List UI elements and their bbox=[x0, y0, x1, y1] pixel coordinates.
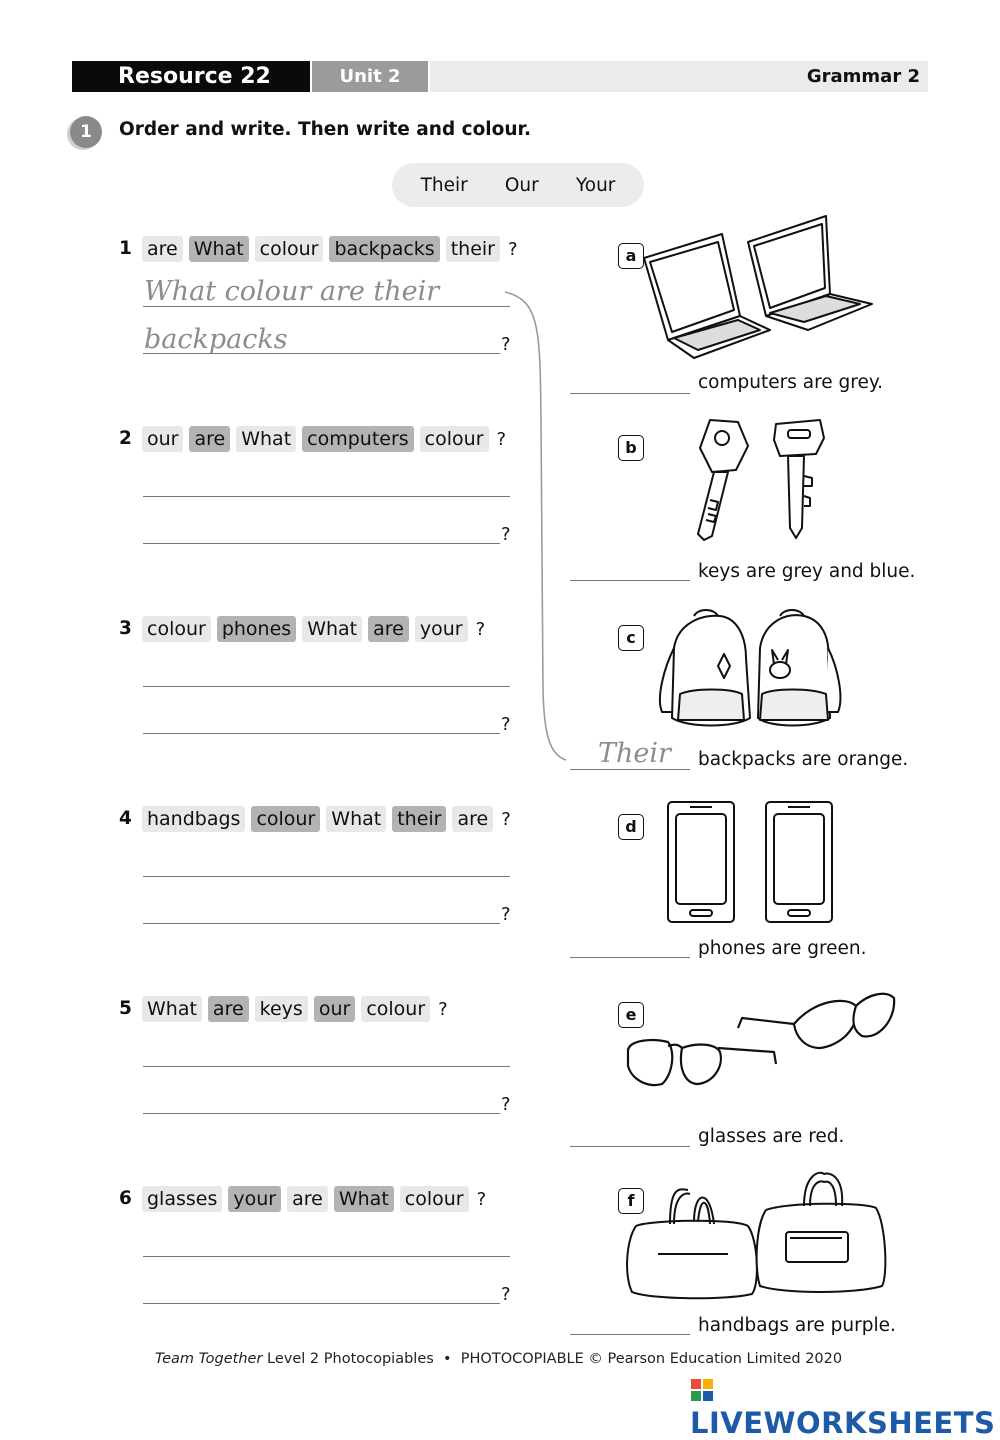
word-chip: What bbox=[142, 996, 202, 1022]
word-chip: colour bbox=[361, 996, 430, 1022]
picture-sentence: keys are grey and blue. bbox=[698, 561, 916, 582]
question-mark: ? bbox=[501, 1094, 511, 1115]
question-mark: ? bbox=[501, 524, 511, 545]
exercise-instruction: Order and write. Then write and colour. bbox=[119, 119, 532, 140]
answer-line[interactable] bbox=[570, 393, 690, 394]
word-chip: handbags bbox=[142, 806, 245, 832]
word-chip: computers bbox=[302, 426, 414, 452]
picture-sentence: handbags are purple. bbox=[698, 1315, 896, 1336]
word-chip: are bbox=[189, 426, 230, 452]
picture-letter-c: c bbox=[618, 625, 644, 651]
answer-line[interactable] bbox=[143, 1303, 500, 1304]
example-answer-line-2: backpacks bbox=[144, 324, 288, 355]
word-bank-our: Our bbox=[504, 174, 539, 196]
question-number: 6 bbox=[119, 1188, 132, 1209]
word-chip: colour bbox=[255, 236, 324, 262]
word-chip: What bbox=[236, 426, 296, 452]
picture-sentence: backpacks are orange. bbox=[698, 749, 909, 770]
laptops-icon bbox=[640, 212, 880, 362]
word-chips bbox=[142, 1186, 486, 1212]
footer-credit bbox=[155, 1351, 842, 1367]
word-chip: What bbox=[326, 806, 386, 832]
brand-name: LIVEWORKSHEETS bbox=[690, 1406, 996, 1440]
example-answer-c: Their bbox=[598, 738, 671, 769]
word-chip: are bbox=[368, 616, 409, 642]
answer-line[interactable] bbox=[143, 543, 500, 544]
answer-line[interactable] bbox=[143, 686, 510, 687]
answer-line[interactable] bbox=[143, 1066, 510, 1067]
word-chip: What bbox=[302, 616, 362, 642]
word-chips bbox=[142, 616, 485, 642]
picture-sentence: glasses are red. bbox=[698, 1126, 845, 1147]
question-mark: ? bbox=[501, 334, 511, 355]
word-chips bbox=[142, 236, 518, 262]
question-number: 5 bbox=[119, 998, 132, 1019]
answer-line[interactable] bbox=[143, 1113, 500, 1114]
question-mark: ? bbox=[475, 618, 486, 640]
answer-line[interactable] bbox=[570, 769, 690, 770]
word-chip: are bbox=[142, 236, 183, 262]
question-mark: ? bbox=[501, 1284, 511, 1305]
question-mark: ? bbox=[438, 998, 448, 1020]
example-answer-line-1: What colour are their bbox=[144, 276, 440, 307]
picture-letter-d: d bbox=[618, 814, 644, 840]
liveworksheets-logo-icon bbox=[690, 1378, 714, 1402]
word-chip: What bbox=[334, 1186, 394, 1212]
question-mark: ? bbox=[501, 714, 511, 735]
word-chip: are bbox=[208, 996, 249, 1022]
word-chip: colour bbox=[142, 616, 211, 642]
picture-letter-f: f bbox=[618, 1188, 644, 1214]
question-mark: ? bbox=[507, 238, 518, 260]
question-mark: ? bbox=[501, 904, 511, 925]
word-bank-your: Your bbox=[575, 174, 616, 196]
question-number: 3 bbox=[119, 618, 132, 639]
answer-line[interactable] bbox=[143, 923, 500, 924]
word-chip: their bbox=[392, 806, 446, 832]
question-mark: ? bbox=[476, 1188, 487, 1210]
word-chips bbox=[142, 806, 511, 832]
answer-line[interactable] bbox=[570, 1146, 690, 1147]
liveworksheets-brand[interactable] bbox=[690, 1372, 1000, 1440]
picture-sentence: phones are green. bbox=[698, 938, 867, 959]
footer-rest: Level 2 Photocopiables • PHOTOCOPIABLE © Pearson Education Limited 2020 bbox=[262, 1351, 843, 1367]
picture-letter-b: b bbox=[618, 435, 644, 461]
answer-line[interactable] bbox=[570, 580, 690, 581]
answer-line[interactable] bbox=[143, 353, 500, 354]
footer-title: Team Together bbox=[155, 1351, 263, 1367]
section-label: Grammar 2 bbox=[430, 61, 928, 92]
answer-line[interactable] bbox=[143, 733, 500, 734]
word-chip: their bbox=[446, 236, 500, 262]
word-bank-their: Their bbox=[420, 174, 468, 196]
word-chip: colour bbox=[251, 806, 320, 832]
word-chip: your bbox=[228, 1186, 281, 1212]
word-chip: our bbox=[142, 426, 183, 452]
backpacks-icon bbox=[654, 608, 844, 732]
picture-letter-a: a bbox=[618, 243, 644, 269]
question-mark: ? bbox=[496, 428, 507, 450]
word-chip: our bbox=[314, 996, 355, 1022]
answer-line[interactable] bbox=[143, 1256, 510, 1257]
unit-label: Unit 2 bbox=[312, 61, 428, 92]
keys-icon bbox=[670, 416, 840, 548]
answer-line[interactable] bbox=[143, 876, 510, 877]
word-chip: phones bbox=[217, 616, 296, 642]
resource-label: Resource 22 bbox=[72, 61, 310, 92]
answer-line[interactable] bbox=[570, 1334, 690, 1335]
handbags-icon bbox=[624, 1168, 892, 1302]
phones-icon bbox=[664, 800, 840, 926]
glasses-icon bbox=[624, 990, 900, 1100]
question-number: 4 bbox=[119, 808, 132, 829]
picture-letter-e: e bbox=[618, 1002, 644, 1028]
word-chips bbox=[142, 996, 448, 1022]
word-chip: your bbox=[415, 616, 468, 642]
word-chips bbox=[142, 426, 506, 452]
answer-line[interactable] bbox=[570, 957, 690, 958]
word-chip: colour bbox=[420, 426, 489, 452]
exercise-number: 1 bbox=[70, 116, 102, 148]
word-chip: are bbox=[287, 1186, 328, 1212]
answer-line[interactable] bbox=[143, 306, 510, 307]
word-chip: What bbox=[189, 236, 249, 262]
word-chip: are bbox=[452, 806, 493, 832]
picture-sentence: computers are grey. bbox=[698, 372, 884, 393]
word-chip: keys bbox=[255, 996, 308, 1022]
question-number: 1 bbox=[119, 238, 132, 259]
answer-line[interactable] bbox=[143, 496, 510, 497]
word-chip: backpacks bbox=[329, 236, 439, 262]
word-chip: colour bbox=[400, 1186, 469, 1212]
word-chip: glasses bbox=[142, 1186, 222, 1212]
question-mark: ? bbox=[501, 808, 511, 830]
question-number: 2 bbox=[119, 428, 132, 449]
